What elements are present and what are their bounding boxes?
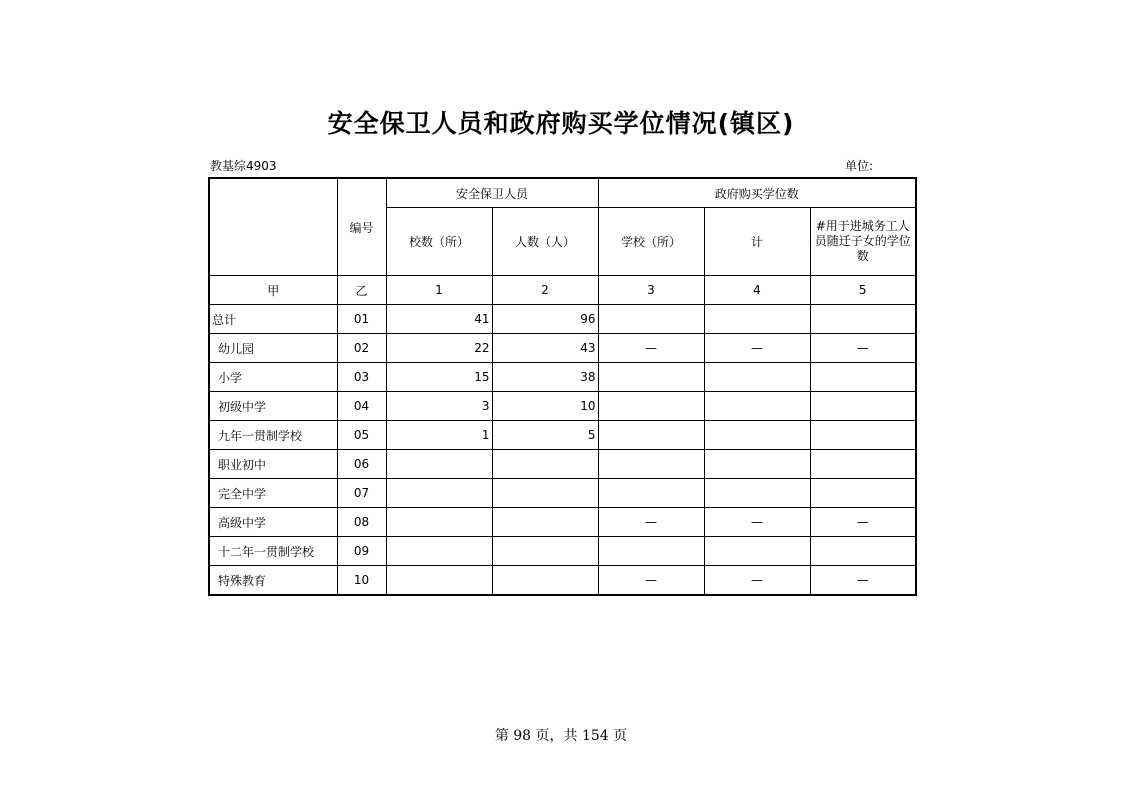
page-footer: 第 98 页，共 154 页 xyxy=(494,728,628,744)
cell-purchase-schools xyxy=(598,392,704,421)
cell-schools xyxy=(386,450,492,479)
table-row xyxy=(209,334,916,363)
header-migrant: #用于进城务工人员随迁子女的学位数 xyxy=(810,208,916,276)
table-row xyxy=(209,479,916,508)
row-code: 08 xyxy=(337,508,386,537)
table-row xyxy=(209,363,916,392)
header-schools: 校数（所） xyxy=(386,208,492,276)
cell-total xyxy=(704,363,810,392)
cell-schools: 22 xyxy=(386,334,492,363)
cell-total xyxy=(704,421,810,450)
row-code: 01 xyxy=(337,305,386,334)
row-name: 总计 xyxy=(209,305,337,334)
cell-people: 43 xyxy=(492,334,598,363)
row-code: 09 xyxy=(337,537,386,566)
cell-purchase-schools xyxy=(598,450,704,479)
table-row xyxy=(209,392,916,421)
cell-people: 38 xyxy=(492,363,598,392)
row-code: 04 xyxy=(337,392,386,421)
cell-schools xyxy=(386,479,492,508)
cell-purchase-schools xyxy=(598,305,704,334)
statistics-table xyxy=(208,177,917,596)
cell-purchase-schools: — xyxy=(598,566,704,596)
index-cell: 乙 xyxy=(337,276,386,305)
header-purchase-group: 政府购买学位数 xyxy=(598,178,916,208)
cell-schools: 41 xyxy=(386,305,492,334)
cell-schools xyxy=(386,566,492,596)
cell-schools: 1 xyxy=(386,421,492,450)
cell-migrant xyxy=(810,479,916,508)
cell-schools: 15 xyxy=(386,363,492,392)
table-row xyxy=(209,305,916,334)
cell-migrant xyxy=(810,305,916,334)
cell-people xyxy=(492,508,598,537)
cell-migrant xyxy=(810,363,916,392)
unit-label: 单位: xyxy=(845,159,874,173)
index-cell: 2 xyxy=(492,276,598,305)
cell-total xyxy=(704,537,810,566)
row-name: 小学 xyxy=(209,363,337,392)
cell-migrant xyxy=(810,450,916,479)
row-code: 03 xyxy=(337,363,386,392)
cell-people: 96 xyxy=(492,305,598,334)
cell-total: — xyxy=(704,566,810,596)
row-code: 02 xyxy=(337,334,386,363)
cell-migrant xyxy=(810,421,916,450)
form-code: 教基综4903 xyxy=(210,159,277,173)
index-cell: 5 xyxy=(810,276,916,305)
cell-schools xyxy=(386,508,492,537)
index-cell: 甲 xyxy=(209,276,337,305)
row-name: 职业初中 xyxy=(209,450,337,479)
row-name: 九年一贯制学校 xyxy=(209,421,337,450)
header-people: 人数（人） xyxy=(492,208,598,276)
cell-people xyxy=(492,537,598,566)
row-code: 06 xyxy=(337,450,386,479)
cell-people xyxy=(492,479,598,508)
index-cell: 3 xyxy=(598,276,704,305)
row-code: 07 xyxy=(337,479,386,508)
row-code: 10 xyxy=(337,566,386,596)
cell-schools: 3 xyxy=(386,392,492,421)
cell-purchase-schools xyxy=(598,479,704,508)
cell-total xyxy=(704,305,810,334)
cell-purchase-schools: — xyxy=(598,334,704,363)
cell-schools xyxy=(386,537,492,566)
header-total: 计 xyxy=(704,208,810,276)
index-cell: 4 xyxy=(704,276,810,305)
cell-people: 10 xyxy=(492,392,598,421)
index-row xyxy=(209,276,916,305)
cell-purchase-schools: — xyxy=(598,508,704,537)
header-security-group: 安全保卫人员 xyxy=(386,178,598,208)
table-row xyxy=(209,508,916,537)
cell-migrant: — xyxy=(810,334,916,363)
table-row xyxy=(209,537,916,566)
cell-people xyxy=(492,566,598,596)
row-name: 高级中学 xyxy=(209,508,337,537)
row-name: 初级中学 xyxy=(209,392,337,421)
cell-migrant: — xyxy=(810,566,916,596)
row-name: 幼儿园 xyxy=(209,334,337,363)
cell-purchase-schools xyxy=(598,421,704,450)
cell-total xyxy=(704,392,810,421)
header-purchase-schools: 学校（所） xyxy=(598,208,704,276)
page-title: 安全保卫人员和政府购买学位情况(镇区) xyxy=(327,109,795,138)
header-row-groups xyxy=(209,178,916,208)
row-name: 十二年一贯制学校 xyxy=(209,537,337,566)
table-row xyxy=(209,566,916,596)
table-row xyxy=(209,421,916,450)
table-row xyxy=(209,450,916,479)
cell-migrant xyxy=(810,537,916,566)
row-code: 05 xyxy=(337,421,386,450)
cell-total: — xyxy=(704,334,810,363)
cell-purchase-schools xyxy=(598,537,704,566)
cell-total: — xyxy=(704,508,810,537)
header-code: 编号 xyxy=(337,178,386,276)
cell-people xyxy=(492,450,598,479)
index-cell: 1 xyxy=(386,276,492,305)
cell-total xyxy=(704,479,810,508)
cell-purchase-schools xyxy=(598,363,704,392)
row-name: 完全中学 xyxy=(209,479,337,508)
row-name: 特殊教育 xyxy=(209,566,337,596)
header-name-cell xyxy=(209,178,337,276)
cell-migrant: — xyxy=(810,508,916,537)
cell-total xyxy=(704,450,810,479)
cell-people: 5 xyxy=(492,421,598,450)
cell-migrant xyxy=(810,392,916,421)
